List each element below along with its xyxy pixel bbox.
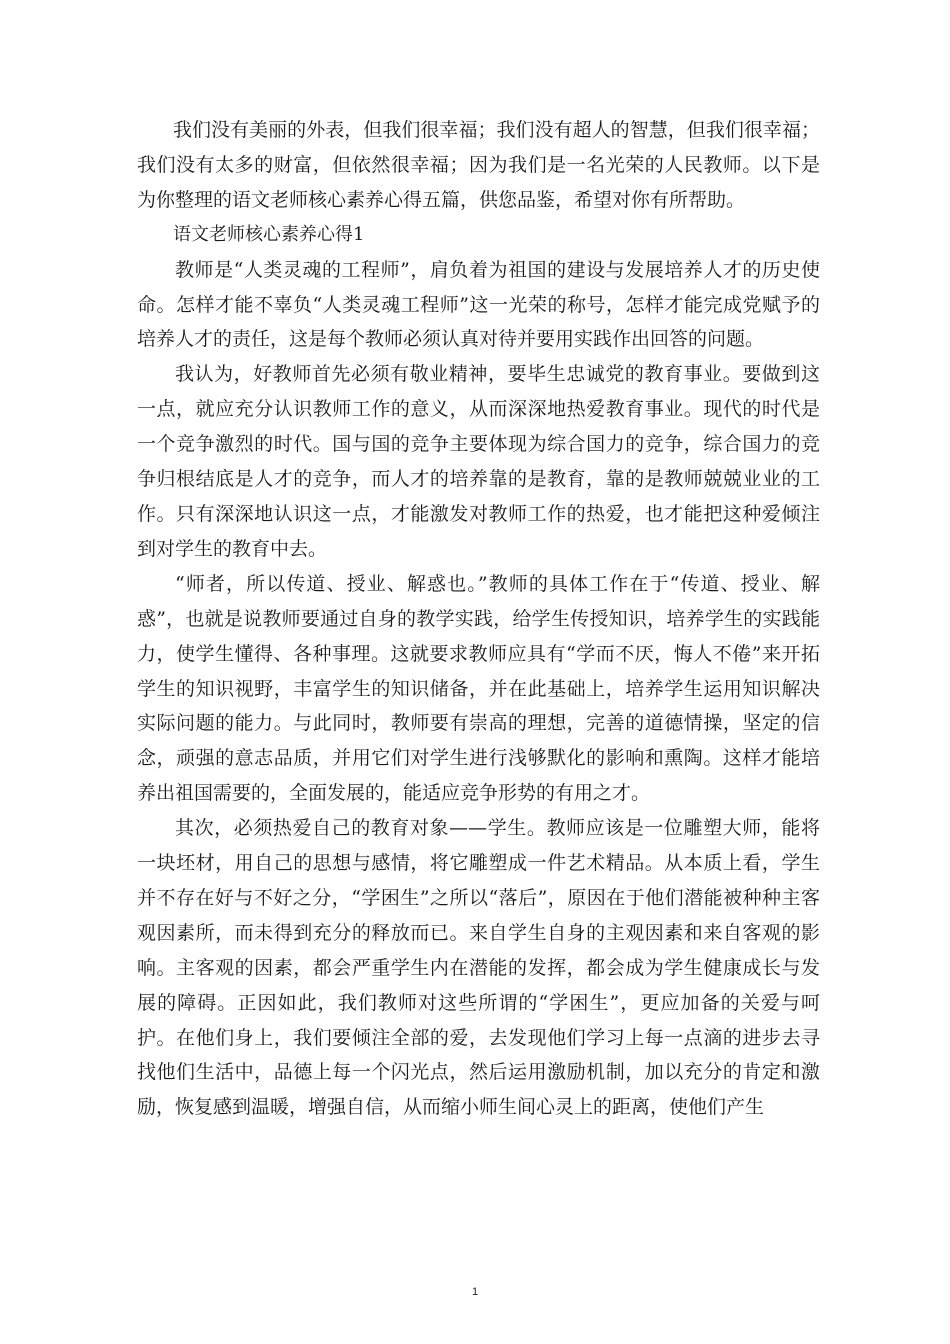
body-paragraph: 其次，必须热爱自己的教育对象——学生。教师应该是一位雕塑大师，能将一块坯材，用自己的思想与感情，将它雕塑成一件艺术精品。从本质上看，学生并不存在好与不好之分，“学困生”之所以“落后”，原因在于他们潜能被种种主客观因素所，而未得到充分的释放而已。来自学生自身的主观因素和来自客观的影响。主客观的因素，都会严重学生内在潜能的发挥，都会成为学生健康成长与发展的障碍。正因如此，我们教师对这些所谓的“学困生”，更应加备的关爱与呵护。在他们身上，我们要倾注全部的爱，去发现他们学习上每一点滴的进步去寻找他们生活中，品德上每一个闪光点，然后运用激励机制，加以充分的肯定和激励，恢复感到温暖，增强自信，从而缩小师生间心灵上的距离，使他们产生: [137, 817, 820, 1119]
page-number: 1: [471, 1286, 479, 1298]
intro-paragraph: 我们没有美丽的外表，但我们很幸福；我们没有超人的智慧，但我们很幸福；我们没有太多的财富，但依然很幸福；因为我们是一名光荣的人民教师。以下是为你整理的语文老师核心素养心得五篇，供您品鉴，希望对你有所帮助。: [137, 119, 820, 211]
body-paragraph: “师者，所以传道、授业、解惑也。”教师的具体工作在于“传道、授业、解惑”，也就是说教师要通过自身的教学实践，给学生传授知识，培养学生的实践能力，使学生懂得、各种事理。这就要求教师应具有“学而不厌，悔人不倦”来开拓学生的知识视野，丰富学生的知识储备，并在此基础上，培养学生运用知识解决实际问题的能力。与此同时，教师要有崇高的理想，完善的道德情操，坚定的信念，顽强的意志品质，并用它们对学生进行浅够默化的影响和熏陶。这样才能培养出祖国需要的，全面发展的，能适应竞争形势的有用之才。: [137, 572, 820, 805]
section-title: 语文老师核心素养心得1: [173, 223, 365, 245]
body-paragraph: 我认为，好教师首先必须有敬业精神，要毕生忠诚党的教育事业。要做到这一点，就应充分认识教师工作的意义，从而深深地热爱教育事业。现代的时代是一个竞争激烈的时代。国与国的竞争主要体现为综合国力的竞争，综合国力的竞争归根结底是人才的竞争，而人才的培养靠的是教育，靠的是教师兢兢业业的工作。只有深深地认识这一点，才能激发对教师工作的热爱，也才能把这种爱倾注到对学生的教育中去。: [137, 363, 820, 560]
body-paragraph: 教师是“人类灵魂的工程师”，肩负着为祖国的建设与发展培养人才的历史使命。怎样才能不辜负“人类灵魂工程师”这一光荣的称号，怎样才能完成党赋予的培养人才的责任，这是每个教师必须认真对待并要用实践作出回答的问题。: [137, 258, 820, 351]
document-body: [137, 113, 820, 1125]
